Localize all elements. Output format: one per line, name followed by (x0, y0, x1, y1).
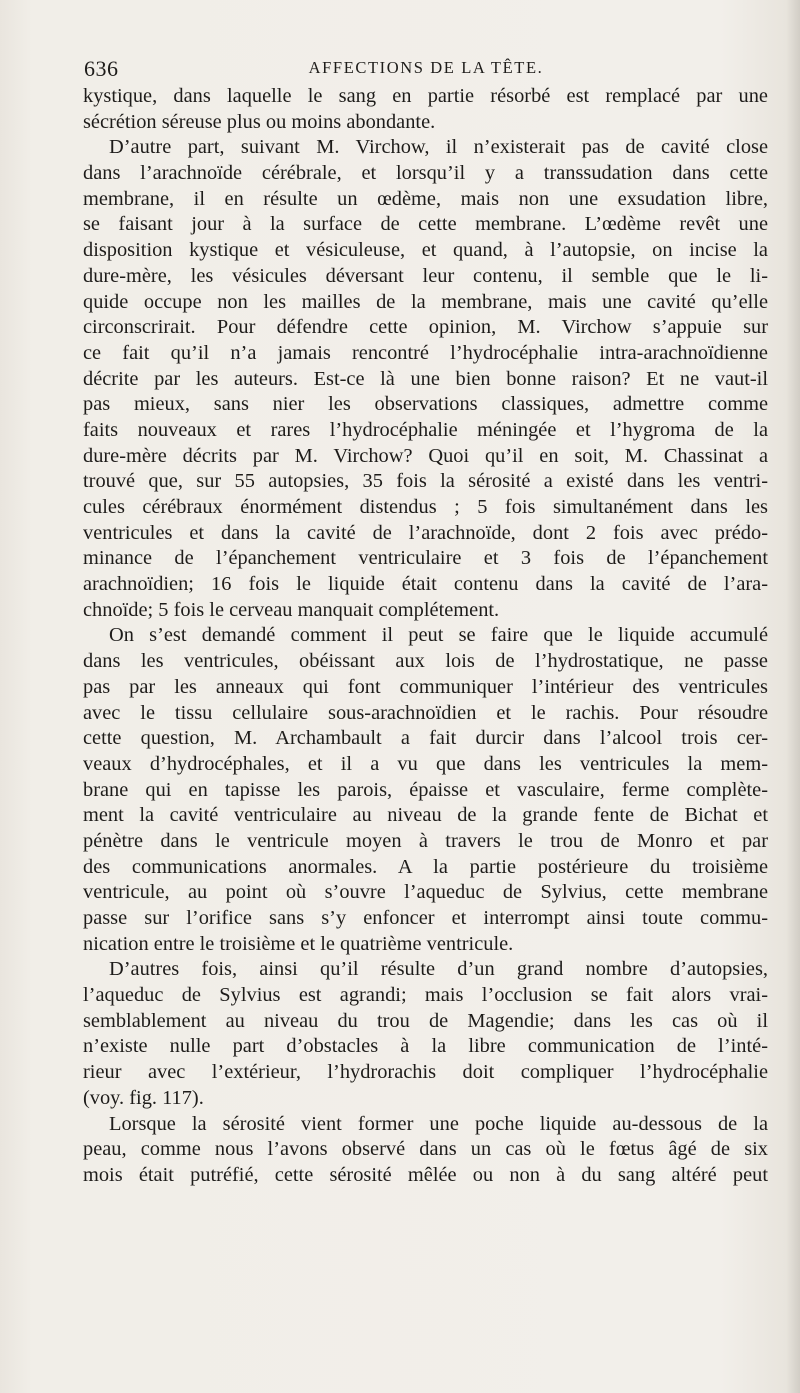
text-line: pas mieux, sans nier les observations classiques, admettre comme (83, 393, 768, 416)
text-line: arachnoïdien; 16 fois le liquide était contenu dans la cavité de l’ara- (83, 573, 768, 596)
running-head (84, 56, 768, 86)
text-line: se faisant jour à la surface de cette membrane. L’œdème revêt une (83, 213, 768, 236)
text-line: nication entre le troisième et le quatrième ventricule. (83, 932, 514, 955)
text-line: minance de l’épanchement ventriculaire et 3 fois de l’épanchement (83, 547, 768, 570)
text-line: passe sur l’orifice sans s’y enfoncer et interrompt ainsi toute commu- (83, 907, 768, 929)
text-line: rieur avec l’extérieur, l’hydrorachis doit compliquer l’hydrocéphalie (83, 1061, 768, 1084)
text-line: On s’est demandé comment il peut se faire que le liquide accumulé (109, 624, 768, 647)
text-line: décrite par les auteurs. Est-ce là une bien bonne raison? Et ne vaut-il (83, 367, 768, 390)
text-line: veaux d’hydrocéphales, et il a vu que dans les ventricules la mem- (83, 752, 768, 775)
text-line: sécrétion séreuse plus ou moins abondante. (83, 110, 436, 133)
text-line: Lorsque la sérosité vient former une poche liquide au-dessous de la (109, 1112, 768, 1135)
text-line: ventricules et dans la cavité de l’arachnoïde, dont 2 fois avec prédo- (83, 521, 768, 544)
text-line: trouvé que, sur 55 autopsies, 35 fois la sérosité a existé dans les ventri- (83, 470, 768, 493)
text-line: n’existe nulle part d’obstacles à la libre communication de l’inté- (83, 1035, 768, 1058)
running-title: AFFECTIONS DE LA TÊTE. (308, 58, 544, 77)
text-line: des communications anormales. A la partie postérieure du troisième (83, 855, 768, 878)
text-line: avec le tissu cellulaire sous-arachnoïdien et le rachis. Pour résoudre (83, 701, 768, 724)
text-line: cules cérébraux énormément distendus ; 5 fois simultanément dans les (83, 496, 768, 518)
text-line: pas par les anneaux qui font communiquer l’intérieur des ventricules (83, 675, 768, 698)
text-line: ventricule, au point où s’ouvre l’aqueduc de Sylvius, cette membrane (83, 881, 768, 904)
text-line: dans l’arachnoïde cérébrale, et lorsqu’il y a transsudation dans cette (83, 162, 768, 185)
page-number: 636 (84, 56, 119, 81)
text-line: chnoïde; 5 fois le cerveau manquait complétement. (83, 598, 500, 621)
text-line: membrane, il en résulte un œdème, mais non une exsudation libre, (83, 187, 768, 210)
text-line: dure-mère, les vésicules déversant leur contenu, il semble que le li- (83, 264, 768, 287)
text-line: dure-mère décrits par M. Virchow? Quoi qu’il en soit, M. Chassinat a (83, 444, 768, 467)
text-line: (voy. fig. 117). (83, 1086, 204, 1109)
text-line: ce fait qu’il n’a jamais rencontré l’hydrocéphalie intra-arachnoïdienne (83, 341, 768, 364)
page-edge-shadow (786, 0, 800, 1393)
body-text (83, 84, 768, 1189)
text-line: cette question, M. Archambault a fait durcir dans l’alcool trois cer- (83, 727, 768, 750)
text-line: D’autre part, suivant M. Virchow, il n’existerait pas de cavité close (109, 136, 768, 159)
text-line: brane qui en tapisse les parois, épaisse et vasculaire, ferme complète- (83, 778, 768, 801)
text-line: kystique, dans laquelle le sang en partie résorbé est remplacé par une (83, 85, 768, 107)
text-line: mois était putréfié, cette sérosité mêlée ou non à du sang altéré peut (83, 1163, 768, 1186)
text-line: faits nouveaux et rares l’hydrocéphalie méningée et l’hygroma de la (83, 418, 768, 441)
text-line: quide occupe non les mailles de la membrane, mais une cavité qu’elle (83, 290, 768, 313)
text-line: pénètre dans le ventricule moyen à travers le trou de Monro et par (83, 829, 768, 852)
text-line: ment la cavité ventriculaire au niveau de la grande fente de Bichat et (83, 804, 768, 827)
text-line: l’aqueduc de Sylvius est agrandi; mais l’occlusion se fait alors vrai- (83, 984, 768, 1007)
text-line: peau, comme nous l’avons observé dans un cas où le fœtus âgé de six (83, 1138, 768, 1161)
text-line: circonscrirait. Pour défendre cette opinion, M. Virchow s’appuie sur (83, 316, 768, 339)
text-line: disposition kystique et vésiculeuse, et quand, à l’autopsie, on incise la (83, 239, 768, 262)
text-line: dans les ventricules, obéissant aux lois de l’hydrostatique, ne passe (83, 650, 768, 673)
text-line: semblablement au niveau du trou de Magendie; dans les cas où il (83, 1009, 768, 1032)
text-line: D’autres fois, ainsi qu’il résulte d’un grand nombre d’autopsies, (109, 958, 768, 981)
